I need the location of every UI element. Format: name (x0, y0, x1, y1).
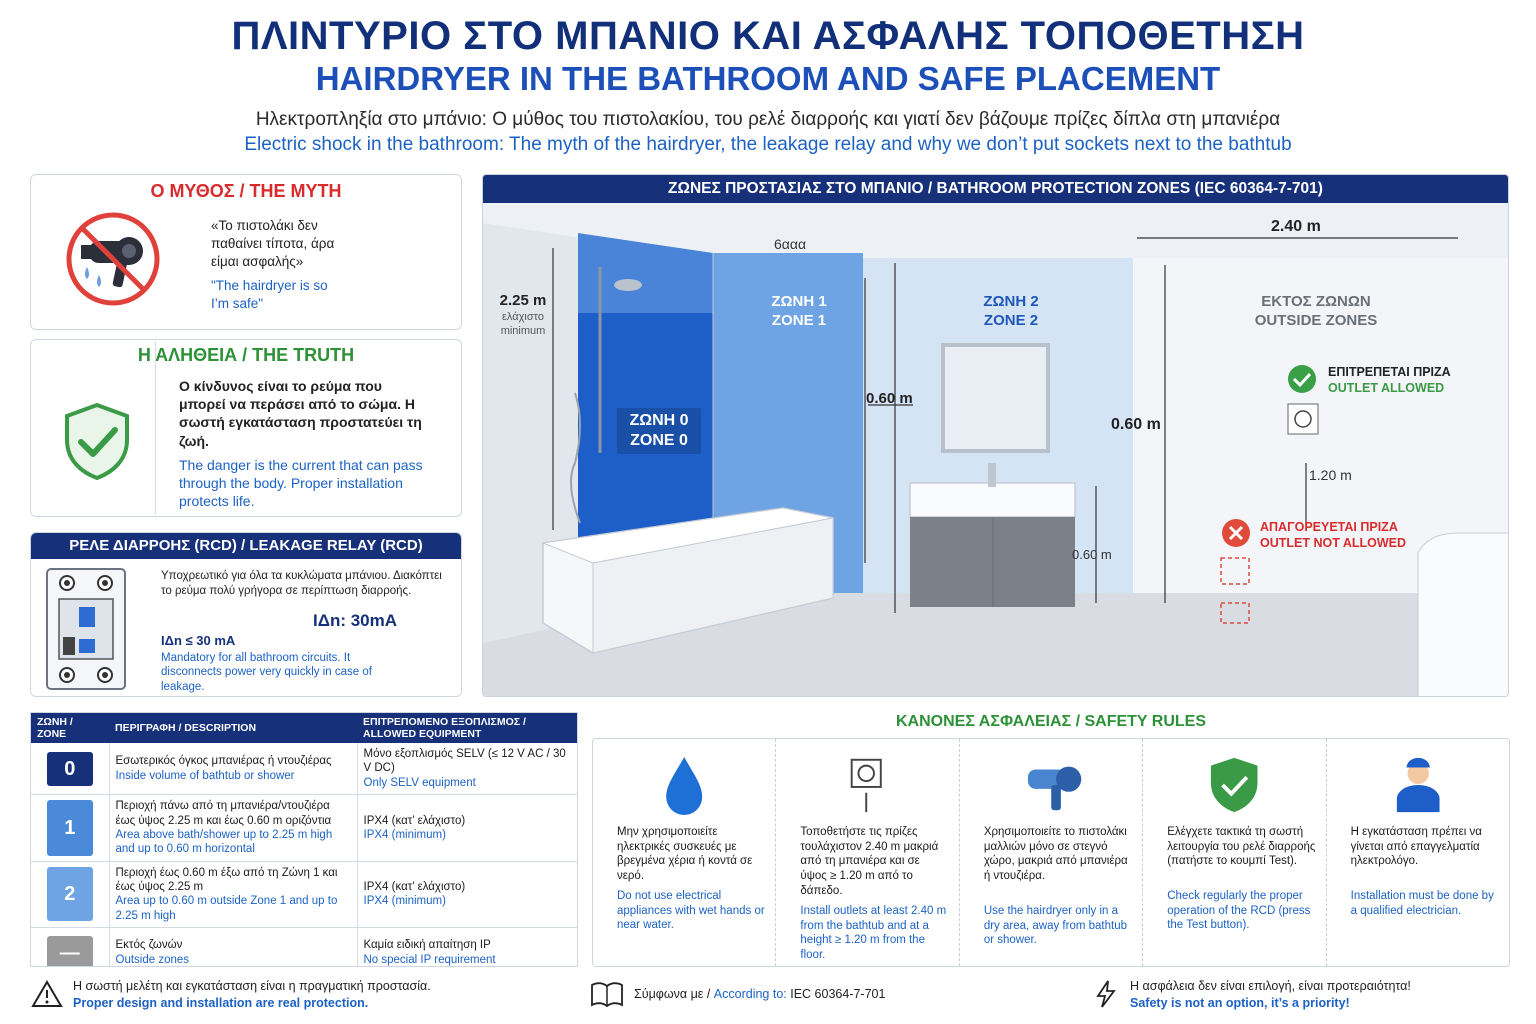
rule-text-en: Do not use electrical appliances with wet hands or near water. (617, 890, 765, 932)
row-desc-en: Area up to 0.60 m outside Zone 1 and up to 2.25 m high (115, 895, 338, 922)
table-header-description: ΠΕΡΙΓΡΑΦΗ / DESCRIPTION (109, 713, 357, 743)
rule-text-gr: Τοποθετήστε τις πρίζες τουλάχιστον 2.40 m μακριά από τη μπανιέρα και σε ύψος ≥ 1.20 m από το δάπεδο. (800, 826, 939, 897)
rule-text-en: Check regularly the proper operation of the RCD (press the Test button). (1167, 890, 1311, 932)
footer-mid-standard: IEC 60364-7-701 (790, 987, 886, 1001)
footer-mid (634, 986, 885, 1003)
hairdryer-icon (960, 755, 1142, 815)
rcd-text-english: Mandatory for all bathroom circuits. It disconnects power very quickly in case of leakage. (161, 652, 372, 693)
rcd-text-greek: Υποχρεωτικό για όλα τα κυκλώματα μπάνιου. Διακόπτει το ρεύμα πολύ γρήγορα σε περίπτωση διαρροής. (161, 570, 442, 597)
zone2-label (961, 292, 1061, 330)
zone2-label-en: ZONE 2 (983, 312, 1039, 329)
row-desc-en: Outside zones (115, 953, 190, 966)
water-drop-icon (593, 755, 775, 815)
rule-item (960, 739, 1143, 966)
zone1-label-gr: ΖΩΝΗ 1 (771, 293, 827, 310)
zone-badge: 1 (47, 800, 93, 856)
dimension-0-60m-b: 0.60 m (1111, 416, 1161, 433)
outlet-allowed-en: OUTLET ALLOWED (1328, 381, 1445, 395)
zone0-label (617, 408, 701, 454)
rule-text-en: Install outlets at least 2.40 m from the bathtub and at a height ≥ 1.20 m from the floor. (800, 905, 947, 962)
warning-icon (31, 980, 63, 1008)
dimension-2-40m: 2.40 m (1271, 218, 1321, 235)
footer-left-gr: Η σωστή μελέτη και εγκατάσταση είναι η πραγματική προστασία. (73, 979, 431, 993)
table-row (31, 861, 577, 928)
rule-item (776, 739, 959, 966)
safety-rules-title: ΚΑΝΟΝΕΣ ΑΣΦΑΛΕΙΑΣ / SAFETY RULES (896, 713, 1206, 730)
table-header-equipment: ΕΠΙΤΡΕΠΟΜΕΝΟ ΕΞΟΠΛΙΣΜΟΣ / ALLOWED EQUIPMENT (357, 713, 577, 743)
row-req-en: IPX4 (minimum) (363, 828, 446, 841)
dimension-0-60m-a: 0.60 m (866, 390, 913, 407)
row-desc-en: Area above bath/shower up to 2.25 m high and up to 0.60 m horizontal (115, 828, 333, 856)
truth-text-english: The danger is the current that can pass through the body. Proper installation protects life. (179, 457, 423, 510)
zone1-label (749, 292, 849, 330)
rule-text-en: Installation must be done by a qualified electrician. (1350, 890, 1494, 917)
dimension-2-25m-sub-gr: ελάχιστο (502, 311, 544, 323)
row-req-en: No special IP requirement (363, 953, 496, 966)
zone2-label-gr: ΖΩΝΗ 2 (983, 293, 1039, 310)
electrician-icon (1327, 755, 1509, 815)
row-desc-gr: Εσωτερικός όγκος μπανιέρας ή ντουζιέρας (115, 755, 332, 768)
table-row (31, 743, 577, 795)
zone0-label-gr: ΖΩΝΗ 0 (629, 412, 689, 429)
row-req-en: Only SELV equipment (363, 776, 476, 789)
footer-right-gr: Η ασφάλεια δεν είναι επιλογή, είναι προτεραιότητα! (1130, 979, 1411, 993)
shield-check-icon (63, 402, 131, 480)
zones-diagram (482, 174, 1509, 697)
page-subtitle-english: Electric shock in the bathroom: The myth of the hairdryer, the leakage relay and why we don’t put sockets next to the bathtub (244, 134, 1292, 155)
table-row (31, 795, 577, 862)
dimension-1-20m: 1.20 m (1309, 467, 1352, 483)
rule-text-en: Use the hairdryer only in a dry area, away from bathtub or shower. (983, 905, 1127, 947)
rcd-rating-badge: IΔn: 30mA (313, 611, 398, 630)
row-desc-gr: Περιοχή έως 0.60 m έξω από τη Ζώνη 1 και έως ύψος 2.25 m (115, 866, 338, 893)
zones-table (30, 712, 578, 967)
safety-rules-panel (592, 738, 1510, 967)
dimension-top: 6ααα (774, 236, 807, 252)
zone-badge: 0 (47, 752, 93, 786)
truth-title: Η ΑΛΗΘΕΙΑ / THE TRUTH (137, 345, 355, 365)
rule-text-gr: Η εγκατάσταση πρέπει να γίνεται από επαγγελματία ηλεκτρολόγο. (1350, 826, 1482, 868)
outside-zones-label (1231, 292, 1401, 330)
row-desc-en: Inside volume of bathtub or shower (115, 769, 295, 782)
dimension-2-25m-sub-en: minimum (500, 325, 546, 337)
socket-height-icon (776, 755, 958, 815)
outlet-allowed-gr: ΕΠΙΤΡΕΠΕΤΑΙ ΠΡΙΖΑ (1328, 365, 1451, 379)
myth-title: Ο ΜΥΘΟΣ / THE MYTH (150, 181, 342, 201)
footer-mid-en: According to: (713, 987, 787, 1001)
footer (0, 975, 1536, 1024)
row-req-gr: IPX4 (κατ’ ελάχιστο) (363, 881, 466, 893)
rule-text-gr: Χρησιμοποιείτε το πιστολάκι μαλλιών μόνο σε στεγνό χώρο, μακριά από μπανιέρα ή ντουζιέρα. (983, 826, 1128, 883)
page-title-english: HAIRDRYER IN THE BATHROOM AND SAFE PLACEMENT (315, 60, 1221, 97)
no-hairdryer-icon (63, 209, 163, 309)
shield-check-icon (1143, 755, 1325, 815)
zone-badge: — (47, 936, 93, 967)
lightning-icon (1094, 979, 1118, 1009)
page-subtitle-greek: Ηλεκτροπληξία στο μπάνιο: Ο μύθος του πιστολακίου, του ρελέ διαρροής και γιατί δεν βάζουμε πρίζες δίπλα στη μπανιέρα (255, 109, 1281, 130)
rcd-rating-label: IΔn ≤ 30 mA (161, 633, 236, 648)
dimension-2-25m: 2.25 m (499, 292, 547, 309)
outside-zones-label-en: OUTSIDE ZONES (1254, 312, 1378, 329)
myth-quote-english: "The hairdryer is so I’m safe" (211, 278, 328, 311)
outlet-not-allowed-en: OUTLET NOT ALLOWED (1260, 536, 1407, 550)
book-icon (590, 981, 624, 1007)
row-desc-gr: Εκτός ζωνών (115, 939, 183, 952)
row-desc-gr: Περιοχή πάνω από τη μπανιέρα/ντουζιέρα έως ύψος 2.25 m και έως 0.60 m οριζόντια (115, 800, 332, 827)
row-req-gr: Καμία ειδική απαίτηση IP (363, 939, 491, 952)
footer-right-en: Safety is not an option, it’s a priority! (1130, 996, 1350, 1010)
zone1-label-en: ZONE 1 (771, 312, 827, 329)
truth-panel (30, 339, 462, 517)
footer-left-en: Proper design and installation are real protection. (73, 996, 369, 1010)
table-header-zone: ΖΩΝΗ / ZONE (31, 713, 109, 743)
truth-text-greek: Ο κίνδυνος είναι το ρεύμα που μπορεί να περάσει από το σώμα. Η σωστή εγκατάσταση προστατεύει τη ζωή. (179, 378, 422, 449)
dimension-small: 0.60 m (1072, 547, 1112, 562)
myth-quote-greek: «Το πιστολάκι δεν παθαίνει τίποτα, άρα είμαι ασφαλής» (211, 218, 335, 270)
myth-panel (30, 174, 462, 330)
rule-item (1327, 739, 1509, 966)
rule-item (593, 739, 776, 966)
row-req-en: IPX4 (minimum) (363, 895, 446, 908)
table-row (31, 928, 577, 967)
rule-text-gr: Μην χρησιμοποιείτε ηλεκτρικές συσκευές με βρεγμένα χέρια ή κοντά σε νερό. (617, 826, 753, 883)
page-title-greek: ΠΛΙΝΤΥΡΙΟ ΣΤΟ ΜΠΑΝΙΟ ΚΑΙ ΑΣΦΑΛΗΣ ΤΟΠΟΘΕΤΗΣΗ (231, 14, 1305, 58)
outside-zones-label-gr: ΕΚΤΟΣ ΖΩΝΩΝ (1261, 293, 1371, 310)
row-req-gr: IPX4 (κατ’ ελάχιστο) (363, 814, 466, 827)
zone-badge: 2 (47, 867, 93, 921)
rcd-panel (30, 532, 462, 697)
zones-header: ΖΩΝΕΣ ΠΡΟΣΤΑΣΙΑΣ ΣΤΟ ΜΠΑΝΙΟ / BATHROOM PROTECTION ZONES (IEC 60364-7-701) (483, 175, 1508, 203)
rule-text-gr: Ελέγχετε τακτικά τη σωστή λειτουργία του ρελέ διαρροής (πατήστε το κουμπί Test). (1167, 826, 1316, 868)
rcd-device-icon (45, 567, 127, 691)
zone0-label-en: ZONE 0 (630, 432, 688, 449)
rcd-title: ΡΕΛΕ ΔΙΑΡΡΟΗΣ (RCD) / LEAKAGE RELAY (RCD) (31, 533, 461, 559)
outlet-not-allowed-gr: ΑΠΑΓΟΡΕΥΕΤΑΙ ΠΡΙΖΑ (1260, 520, 1398, 534)
footer-mid-prefix: Σύμφωνα με / (634, 987, 711, 1001)
rule-item (1143, 739, 1326, 966)
row-req-gr: Μόνο εξοπλισμός SELV (≤ 12 V AC / 30 V DC) (363, 748, 566, 775)
